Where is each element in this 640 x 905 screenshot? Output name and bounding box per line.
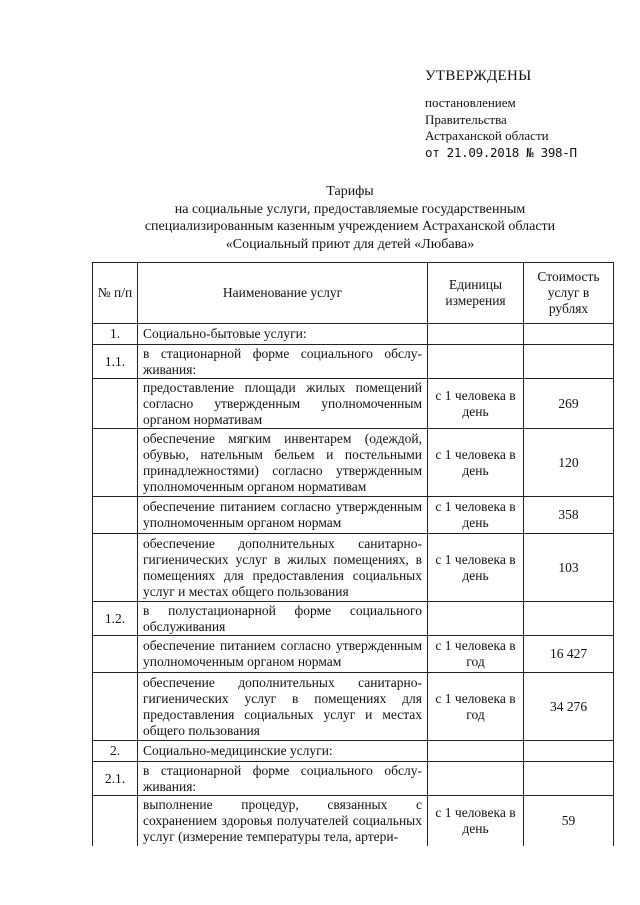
row-num <box>93 673 138 741</box>
row-unit <box>428 762 524 796</box>
header-name: Наименование услуг <box>138 263 428 324</box>
row-num: 1.1. <box>93 345 138 379</box>
row-cost: 16 427 <box>524 636 614 673</box>
decree-reference: от 21.09.2018 № 398-П <box>425 144 577 160</box>
row-name: обеспечение дополнительных санитарно-гигиенических услуг в помещениях для предоставления социальных услуг и местах общего пользования <box>138 673 428 741</box>
row-num: 1. <box>93 324 138 345</box>
table-row <box>93 534 614 602</box>
row-unit <box>428 602 524 636</box>
row-num <box>93 534 138 602</box>
title-line: Тарифы <box>326 184 374 199</box>
row-cost <box>524 741 614 762</box>
title-line: на социальные услуги, предоставляемые государственным <box>174 201 526 217</box>
row-unit: с 1 человека в год <box>428 636 524 673</box>
row-unit: с 1 человека в день <box>428 379 524 429</box>
row-cost <box>524 602 614 636</box>
row-cost: 103 <box>524 534 614 602</box>
row-name: Социально-бытовые услуги: <box>138 324 428 345</box>
table-row <box>93 429 614 497</box>
table-row <box>93 345 614 379</box>
row-name: обеспечение питанием согласно утвержденным уполномоченным органом нормам <box>138 497 428 534</box>
title-line: специализированным казенным учреждением Астраханской области <box>144 219 556 234</box>
row-name: обеспечение питанием согласно утвержденным уполномоченным органом нормам <box>138 636 428 673</box>
row-num <box>93 429 138 497</box>
row-num <box>93 379 138 429</box>
row-cost: 358 <box>524 497 614 534</box>
row-unit: с 1 человека в день <box>428 796 524 846</box>
table-row <box>93 497 614 534</box>
row-name: предоставление площади жилых помещений согласно утвержденным уполномоченным органом нормативам <box>138 379 428 429</box>
row-cost <box>524 762 614 796</box>
title-line: «Социальный приют для детей «Любава» <box>225 236 475 252</box>
approval-line: Правительства <box>425 111 507 127</box>
row-num <box>93 636 138 673</box>
table-row <box>93 636 614 673</box>
row-cost: 120 <box>524 429 614 497</box>
row-name: выполнение процедур, связанных с сохранением здоровья получателей социальных услуг (измерение температуры тела, артери- <box>138 796 428 846</box>
approval-block <box>425 68 625 161</box>
row-name: Социально-медицинские услуги: <box>138 741 428 762</box>
table-row <box>93 379 614 429</box>
row-unit: с 1 человека в день <box>428 534 524 602</box>
row-cost <box>524 345 614 379</box>
approval-line: постановлением <box>425 95 516 110</box>
row-cost: 269 <box>524 379 614 429</box>
row-num: 1.2. <box>93 602 138 636</box>
row-unit <box>428 345 524 379</box>
row-num: 2. <box>93 741 138 762</box>
row-name: в стационарной форме социального обслу-живания: <box>138 762 428 796</box>
row-unit <box>428 741 524 762</box>
row-num <box>93 497 138 534</box>
table-row <box>93 324 614 345</box>
row-cost <box>524 324 614 345</box>
document-title <box>100 183 600 253</box>
row-unit: с 1 человека в день <box>428 497 524 534</box>
row-name: обеспечение мягким инвентарем (одеждой, обувью, нательным бельем и постельными принадлежностями) согласно утвержденным уполномоченным органом нормативам <box>138 429 428 497</box>
table-row <box>93 741 614 762</box>
table-row <box>93 796 614 846</box>
row-cost: 34 276 <box>524 673 614 741</box>
table-row <box>93 762 614 796</box>
approval-heading: УТВЕРЖДЕНЫ <box>425 68 532 84</box>
header-cost: Стоимость услуг в рублях <box>524 263 614 324</box>
row-cost: 59 <box>524 796 614 846</box>
tariffs-table <box>92 262 614 846</box>
row-unit: с 1 человека в день <box>428 429 524 497</box>
header-unit: Единицы измерения <box>428 263 524 324</box>
table-header-row <box>93 263 614 324</box>
table-row <box>93 673 614 741</box>
row-unit <box>428 324 524 345</box>
row-num <box>93 796 138 846</box>
table-row <box>93 602 614 636</box>
row-unit: с 1 человека в год <box>428 673 524 741</box>
row-name: в полустационарной форме социального обслуживания <box>138 602 428 636</box>
row-name: в стационарной форме социального обслу-живания: <box>138 345 428 379</box>
row-num: 2.1. <box>93 762 138 796</box>
header-num: № п/п <box>93 263 138 324</box>
row-name: обеспечение дополнительных санитарно-гигиенических услуг в жилых помещениях, в помещениях для предоставления социальных услуг и местах общего пользования <box>138 534 428 602</box>
approval-line: Астраханской области <box>425 128 549 143</box>
